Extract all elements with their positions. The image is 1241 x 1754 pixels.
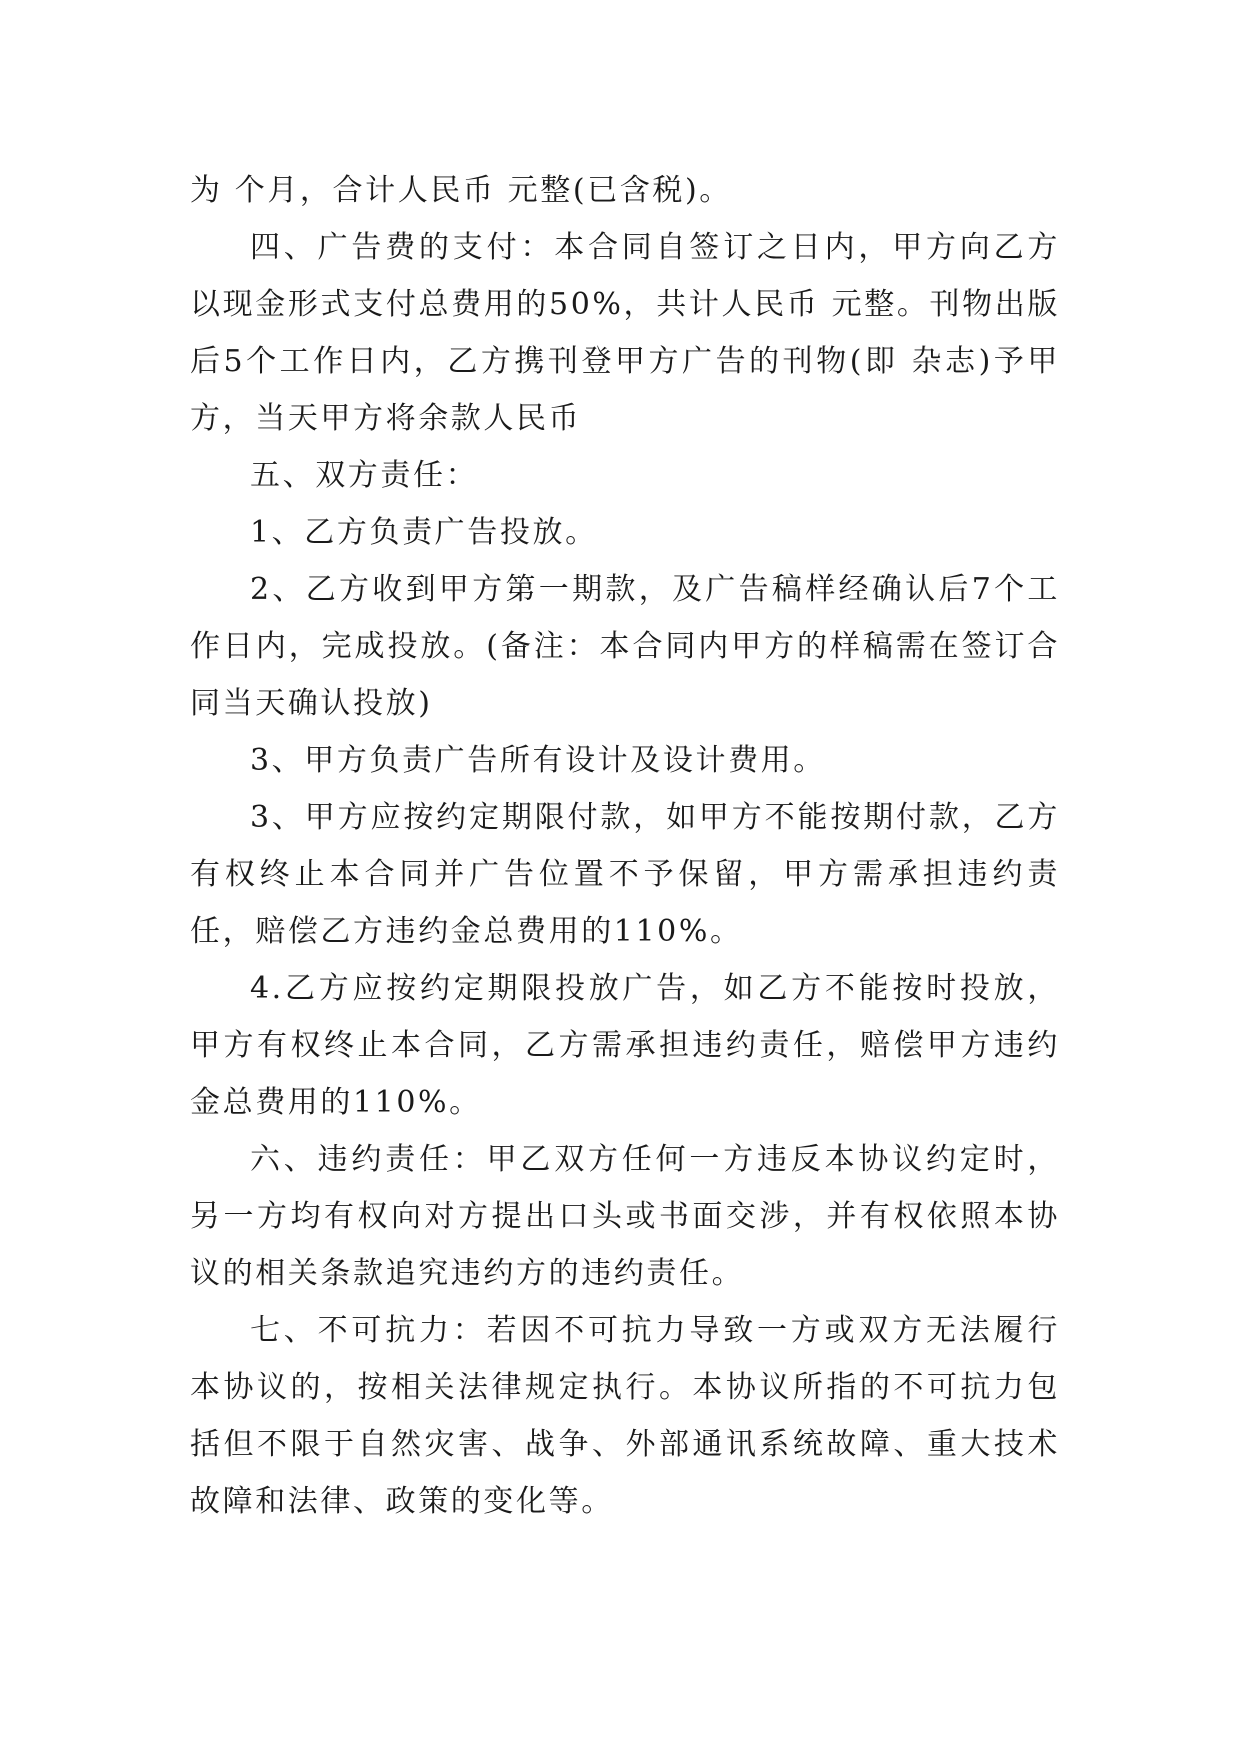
paragraph-breach-liability: 六、违约责任：甲乙双方任何一方违反本协议约定时，另一方均有权向对方提出口头或书面交涉，并有权依照本协议的相关条款追究违约方的违约责任。 [190,1142,1060,1291]
paragraph-payment-terms: 四、广告费的支付：本合同自签订之日内，甲方向乙方以现金形式支付总费用的50%，共计人民币 元整。刊物出版后5个工作日内，乙方携刊登甲方广告的刊物(即 杂志)予甲方，当天甲方将余款人民币 [190,230,1060,436]
heading-mutual-responsibilities: 五、双方责任： [250,458,479,493]
clause-party-a-payment: 3、甲方应按约定期限付款，如甲方不能按期付款，乙方有权终止本合同并广告位置不予保留，甲方需承担违约责任，赔偿乙方违约金总费用的110%。 [190,800,1060,949]
clause-party-b-timely-placement: 4.乙方应按约定期限投放广告，如乙方不能按时投放，甲方有权终止本合同，乙方需承担违约责任，赔偿甲方违约金总费用的110%。 [190,971,1060,1120]
clause-party-a-design: 3、甲方负责广告所有设计及设计费用。 [250,743,826,778]
document-body [190,162,1060,1530]
clause-party-b-placement: 1、乙方负责广告投放。 [250,515,598,550]
clause-placement-timeline: 2、乙方收到甲方第一期款，及广告稿样经确认后7个工作日内，完成投放。(备注：本合同内甲方的样稿需在签订合同当天确认投放) [190,572,1060,721]
paragraph-fee-total: 为 个月，合计人民币 元整(已含税)。 [190,173,732,208]
paragraph-force-majeure: 七、不可抗力：若因不可抗力导致一方或双方无法履行本协议的，按相关法律规定执行。本协议所指的不可抗力包括但不限于自然灾害、战争、外部通讯系统故障、重大技术故障和法律、政策的变化等。 [190,1313,1060,1519]
